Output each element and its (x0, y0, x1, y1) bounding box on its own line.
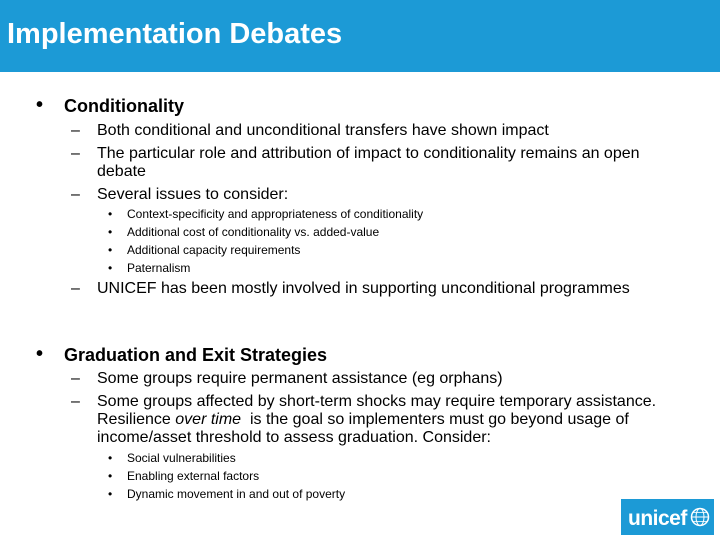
list-item-text: UNICEF has been mostly involved in supporting unconditional programmes (97, 280, 630, 297)
text-run: Some groups affected by short-term shocks may require temporary assistance. Resilience (97, 393, 657, 428)
logo-text: unicef (628, 507, 687, 530)
unicef-logo (621, 499, 714, 535)
bullet-marker: • (108, 469, 113, 483)
dash-marker: – (71, 186, 80, 203)
sub-list-item-text: Context-specificity and appropriateness of conditionality (127, 207, 424, 221)
bullet-marker: • (108, 225, 113, 239)
bullet-marker: • (108, 261, 113, 275)
bullet-marker: • (108, 243, 113, 257)
dash-marker: – (71, 145, 80, 162)
sub-list-item-text: Additional cost of conditionality vs. added-value (127, 225, 380, 239)
section-heading: Graduation and Exit Strategies (64, 345, 328, 365)
dash-marker: – (71, 122, 80, 139)
bullet-marker: • (108, 207, 113, 221)
sub-list-item-text: Social vulnerabilities (127, 451, 236, 465)
emphasis-text: over time (175, 411, 242, 428)
bullet-marker: • (36, 343, 44, 365)
list-item-text: The particular role and attribution of impact to conditionality remains an open debate (97, 145, 640, 180)
bullet-marker: • (108, 451, 113, 465)
list-item-text: Several issues to consider: (97, 186, 289, 203)
dash-marker: – (71, 280, 80, 297)
text-run: is the goal so implementers must go beyond usage of income/asset threshold to assess graduation. Consider: (97, 411, 634, 446)
sub-list-item-text: Paternalism (127, 261, 191, 275)
bullet-marker: • (36, 94, 44, 116)
sub-list-item-text: Dynamic movement in and out of poverty (127, 487, 346, 501)
dash-marker: – (71, 393, 80, 410)
bullet-marker: • (108, 487, 113, 501)
slide-title: Implementation Debates (7, 18, 343, 50)
globe-emblem-icon (690, 507, 710, 527)
list-item-text: Both conditional and unconditional transfers have shown impact (97, 122, 549, 139)
sub-list-item-text: Additional capacity requirements (127, 243, 301, 257)
sub-list-item-text: Enabling external factors (127, 469, 260, 483)
dash-marker: – (71, 370, 80, 387)
list-item-text: Some groups require permanent assistance (eg orphans) (97, 370, 503, 387)
list-item-text (97, 393, 677, 447)
section-heading: Conditionality (64, 96, 184, 116)
